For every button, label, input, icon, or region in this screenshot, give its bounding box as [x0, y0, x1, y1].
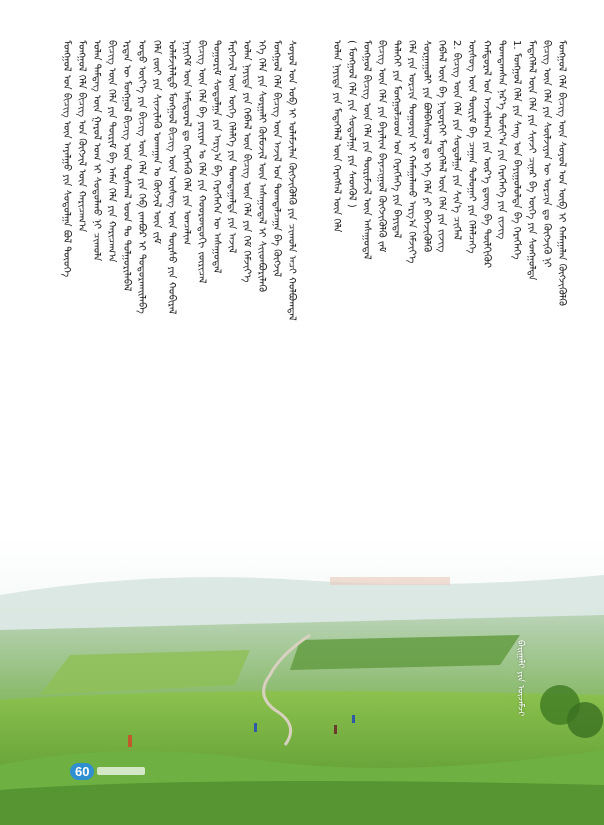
article-text	[60, 40, 580, 540]
text-line: ᠰᠣᠶᠣᠯ ᠤᠨ ᠣᠪ ᠢ ᠤᠯᠠᠮᠵᠢᠯᠠᠨ ᠬᠥᠭᠵᠢᠭᠦᠯᠬᠦ ᠶᠢᠨ ᠴᠢᠬᠤᠯᠠ ᠠᠴᠢ ᠬᠣᠯᠪᠣᠭᠳᠠᠯ	[286, 40, 297, 321]
text-line: 1. ᠮᠣᠩᠭᠣᠯ ᠬᠡᠯᠡ ᠶᠢᠨ ᠰᠠᠩ ᠤᠨ ᠪᠠᠶᠢᠭᠤᠯᠤᠯᠲᠠ ᠪᠠ ᠬᠡᠷᠡᠭᠯᠡᠭᠡ	[511, 40, 522, 260]
text-column-left	[60, 40, 310, 540]
person-figure	[334, 725, 337, 734]
magazine-mark	[97, 767, 145, 775]
page-number: 60	[70, 763, 94, 780]
text-line: ᠦᠰᠦᠭ ᠦᠨ ᠳᠦᠷᠢᠮ ᠪᠠ ᠴᠠᠭᠠᠨ ᠲᠣᠯᠣᠭᠠᠢ ᠶᠢᠨ ᠬᠡᠯᠡᠯᠴᠡᠭᠡ	[466, 40, 477, 254]
text-line: ᠪᠢᠴᠢᠭ᠌ ᠦᠨ ᠬᠡᠯᠡ ᠶᠢᠨ ᠪᠠᠶᠠᠯᠢᠭ ᠪᠠᠶᠠᠴᠢᠭᠤᠯ ᠬᠥᠭᠵᠢᠭᠦᠯᠬᠦ ᠵᠠᠮ	[376, 40, 387, 253]
text-line: ᠬᠡᠯᠡ ᠵᠦᠢ ᠶᠢᠨ ᠰᠢᠨᠵᠢᠯᠡᠬᠦ ᠤᠬᠠᠭᠠᠨ ᠤ ᠬᠥᠭᠵᠢᠯ ᠦᠨ ᠵᠢᠮ	[151, 40, 162, 244]
text-line: ᠡᠷᠲᠡᠨ ᠦ ᠮᠣᠩᠭᠣᠯ ᠪᠢᠴᠢᠭ᠌ ᠦᠨ ᠳᠤᠷᠰᠬᠠᠯ ᠤᠳ ᠲᠤ ᠲᠤᠯᠭᠤᠷᠢᠯᠠᠪᠠᠯ	[121, 40, 132, 292]
text-line: ᠮᠡᠳᠡᠭᠡᠯᠡᠯ ᠦᠨ ᠬᠡᠯᠡ ᠶᠢᠨ ᠰᠢᠨᠵᠢ ᠴᠢᠨᠠᠷ ᠪᠠ ᠦᠭᠡ ᠶᠢᠨ ᠰᠣᠩᠭᠣᠯᠲᠠ	[526, 40, 537, 281]
text-line: ᠮᠣᠩᠭᠣᠯ ᠬᠡᠯᠡ ᠪᠢᠴᠢᠭ᠌ ᠦᠨ ᠠᠵᠢᠯ ᠤᠨ ᠲᠣᠭᠲᠠᠯᠴᠠᠭᠠ ᠪᠠ ᠬᠥᠭᠵᠢᠯ	[271, 40, 282, 278]
text-line: ᠮᠡᠷᠭᠡᠵᠢᠯ ᠦᠨ ᠦᠭᠡ ᠬᠡᠯᠡᠯᠭᠡ ᠶᠢᠨ ᠲᠣᠭᠲᠠᠭᠠᠯᠲᠠ ᠶᠢᠨ ᠠᠵᠢᠯ	[226, 40, 237, 254]
text-line: ᠮᠣᠩᠭᠣᠯ ᠤᠨ ᠪᠢᠴᠢᠭ᠌ ᠦᠨ ᠠᠶᠠᠯᠭᠤ ᠶᠢᠨ ᠰᠤᠳᠤᠯᠭᠠ ᠪᠣᠯ ᠲᠦᠦᠬᠡ	[61, 40, 72, 278]
text-line: ᠰᠤᠷᠭᠠᠭᠤᠯᠢ ᠶᠢᠨ ᠪᠣᠯᠪᠠᠰᠤᠷᠠᠯ ᠳᠤ ᠡᠬᠡ ᠬᠡᠯᠡ ᠶᠢ ᠪᠡᠭᠡᠵᠢᠭᠦᠯᠬᠦ	[421, 40, 432, 253]
text-line: 2. ᠪᠢᠴᠢᠭ᠌ ᠦᠨ ᠬᠡᠯᠡ ᠶᠢᠨ ᠰᠤᠳᠤᠯᠭᠠ ᠶᠢᠨ ᠰᠢᠨ᠎ᠡ ᠴᠢᠭᠯᠡᠯ	[451, 40, 462, 241]
text-line: ᠬᠡᠪᠯᠡᠯ ᠦᠨ ᠪᠠ ᠨᠡᠲᠦᠷᠬᠡᠢ ᠮᠡᠳᠡᠭᠡᠯᠡᠯ ᠦᠨ ᠬᠡᠯᠡ ᠶᠢᠨ ᠵᠢᠵᠢᠭ᠌	[436, 40, 447, 253]
text-line: ᠬᠡᠯᠡ ᠶᠢᠨ ᠣᠷᠴᠢᠨ ᠲᠣᠭᠣᠷᠢᠨ ᠢ ᠬᠠᠮᠠᠭᠠᠯᠠᠬᠤ ᠠᠷᠭ᠎ᠠ ᠬᠡᠮᠵᠢᠶ᠎ᠡ	[406, 40, 417, 264]
text-line: ᠳᠡᠯᠡᠬᠡᠢ ᠶᠢᠨ ᠮᠣᠩᠭᠣᠯᠴᠤᠳ ᠤᠨ ᠬᠡᠷᠡᠭᠯᠡᠭᠡ ᠶᠢᠨ ᠪᠠᠶᠢᠳᠠᠯ	[391, 40, 402, 239]
text-line: ᠣᠯᠠᠨ ᠲᠡᠮᠳᠡᠭ ᠦᠨ ᠭᠠᠷᠤᠯ ᠤᠭ ᠢ ᠰᠤᠳᠤᠯᠬᠤ ᠨᠢ ᠴᠢᠬᠤᠯᠠ	[91, 40, 102, 262]
text-line: ᠡᠬᠡ ᠬᠡᠯᠡ ᠶᠢᠨ ᠰᠤᠷᠭᠠᠯᠢ ᠬᠦᠮᠦᠵᠢᠯ ᠦᠨ ᠠᠰᠠᠭᠤᠳᠠᠯ ᠢ ᠰᠢᠢᠳᠪᠦᠷᠢᠯᠡᠬᠦ	[256, 40, 267, 292]
text-line: ᠲᠣᠭᠲᠠᠭᠰᠠᠨ ᠨᠡᠷ᠎ᠡ ᠲᠣᠮᠢᠶ᠎ᠠ ᠶᠢᠨ ᠬᠡᠷᠡᠭᠯᠡᠭᠡ ᠶᠢᠨ ᠵᠢᠵᠢᠭ᠌	[496, 40, 507, 240]
text-line: ᠮᠣᠩᠭᠣᠯ ᠪᠢᠴᠢᠭ᠌ ᠦᠨ ᠬᠡᠯᠡ ᠶᠢᠨ ᠳᠦᠷᠢᠮᠵᠢᠯ ᠦᠨ ᠠᠰᠠᠭᠤᠳᠠᠯ	[361, 40, 372, 260]
text-line: ᠮᠣᠩᠭᠣᠯ ᠬᠡᠯᠡ ᠪᠢᠴᠢᠭ᠌ ᠦᠨ ᠰᠣᠶᠣᠯ ᠤᠨ ᠥᠪ ᠢ ᠬᠠᠮᠠᠭᠠᠯᠠᠨ ᠬᠥᠭᠵᠢᠭᠦᠯᠬᠦ	[556, 40, 567, 306]
text-column-right	[330, 40, 580, 540]
text-line: ᠪᠢᠴᠢᠭ᠌ ᠦᠨ ᠬᠡᠯᠡ ᠪᠠ ᠶᠠᠷᠢᠶᠠᠨ ᠤ ᠬᠡᠯᠡ ᠶᠢᠨ ᠬᠣᠤᠷᠣᠨᠳᠤᠬᠢ ᠵᠥᠷᠢᠴᠡᠯ	[196, 40, 207, 284]
text-line: ᠣᠯᠠᠨ ᠨᠡᠶᠢᠲᠡ ᠶᠢᠨ ᠮᠡᠳᠡᠭᠡᠯᠡᠯ ᠦᠨ ᠬᠡᠷᠡᠭᠰᠡᠯ ᠦᠨ ᠬᠡᠯᠡ	[331, 40, 342, 233]
text-line: ᠲᠣᠭᠣᠷᠢᠮ ᠰᠤᠳᠤᠯᠭᠠ ᠶᠢᠨ ᠠᠷᠭ᠎ᠠ ᠪᠠ ᠬᠡᠷᠡᠭᠯᠡᠭᠡᠨ ᠦ ᠠᠰᠠᠭᠤᠳᠠᠯ	[211, 40, 222, 274]
text-line: ᠬᠠᠮᠲᠤᠷᠠᠯ ᠤᠨ ᠠᠵᠢᠯᠯᠠᠭ᠎ᠠ ᠶᠢᠨ ᠦᠷ᠎ᠡ ᠳ᠋ᠦᠩ ᠪᠠ ᠲᠦᠯᠬᠢᠭᠦᠷ	[481, 40, 492, 268]
text-line: ᠣᠯᠠᠨ ᠨᠡᠶᠢᠲᠡ ᠶᠢᠨ ᠬᠡᠪᠯᠡᠯ ᠦᠨ ᠪᠢᠴᠢᠭ᠌ ᠦᠨ ᠬᠡᠯᠡ ᠶᠢᠨ ᠬᠡᠮ ᠬᠡᠮᠵᠢᠶ᠎ᠡ	[241, 40, 252, 283]
text-line: ᠪᠢᠴᠢᠭ᠌ ᠦᠨ ᠬᠡᠯᠡ ᠶᠢᠨ ᠰᠦᠯᠵᠢᠶᠡᠨ ᠦ ᠣᠷᠴᠢᠨ ᠳᠤ ᠬᠥᠭᠵᠢᠬᠦ ᠨᠢ	[541, 40, 552, 268]
text-line: ( ᠮᠣᠩᠭᠣᠯ ᠬᠡᠯᠡ ᠶᠢᠨ ᠰᠤᠳᠤᠯᠭᠠ ᠶᠢᠨ ᠰᠡᠳᠬᠦᠯ )	[346, 40, 357, 208]
text-line: ᠮᠣᠩᠭᠣᠯ ᠬᠡᠯᠡ ᠪᠢᠴᠢᠭ᠌ ᠤᠨ ᠬᠥᠭᠵᠢᠯ ᠦᠨ ᠬᠠᠷᠢᠴᠠᠭ᠎ᠠ	[76, 40, 87, 233]
photo-caption: ᠪᠠᠢᠭᠠᠯᠢ ᠶᠢᠨ ᠦᠵᠡᠮᠵᠢ	[515, 640, 525, 717]
text-line: ᠤᠯᠠᠮᠵᠢᠯᠠᠯᠲᠤ ᠮᠣᠩᠭᠣᠯ ᠪᠢᠴᠢᠭ᠌ ᠦᠨ ᠦᠰᠦᠭ ᠦᠨ ᠳᠦᠷᠰᠦ ᠶᠢᠨ ᠬᠤᠪᠢᠷᠠᠯ	[166, 40, 177, 315]
person-figure	[352, 715, 355, 723]
text-line: ᠪᠢᠴᠢᠭ᠌ ᠦᠨ ᠬᠡᠯᠡ ᠶᠢᠨ ᠳᠦᠷᠢᠮ ᠪᠠ ᠠᠮᠠᠨ ᠬᠡᠯᠡ ᠶᠢᠨ ᠬᠠᠷᠢᠴᠠᠭ᠎ᠠ	[106, 40, 117, 263]
text-line: ᠨᠡᠶᠢᠭᠡᠮ ᠦᠨ ᠠᠮᠢᠳᠤᠷᠠᠯ ᠳᠤ ᠬᠡᠷᠡᠭᠯᠡᠬᠦ ᠬᠡᠯᠡ ᠶᠢᠨ ᠣᠨᠴᠠᠯᠢᠭ	[181, 40, 192, 246]
grass-shadow	[0, 781, 604, 825]
shrub	[567, 702, 603, 738]
distant-village	[330, 577, 450, 585]
field-strip	[290, 635, 520, 670]
text-line: ᠣᠳᠣ ᠦᠶ᠎ᠡ ᠶᠢᠨ ᠪᠢᠴᠢᠭ᠌ ᠦᠨ ᠬᠡᠯᠡ ᠶᠢᠨ ᠬᠡᠪ ᠵᠠᠭᠪᠤᠷ ᠢ ᠲᠣᠳᠤᠷᠬᠠᠢᠯᠠᠪᠠ	[136, 40, 147, 314]
page-number-badge	[70, 762, 145, 780]
person-figure	[128, 735, 132, 747]
person-figure	[254, 723, 257, 732]
